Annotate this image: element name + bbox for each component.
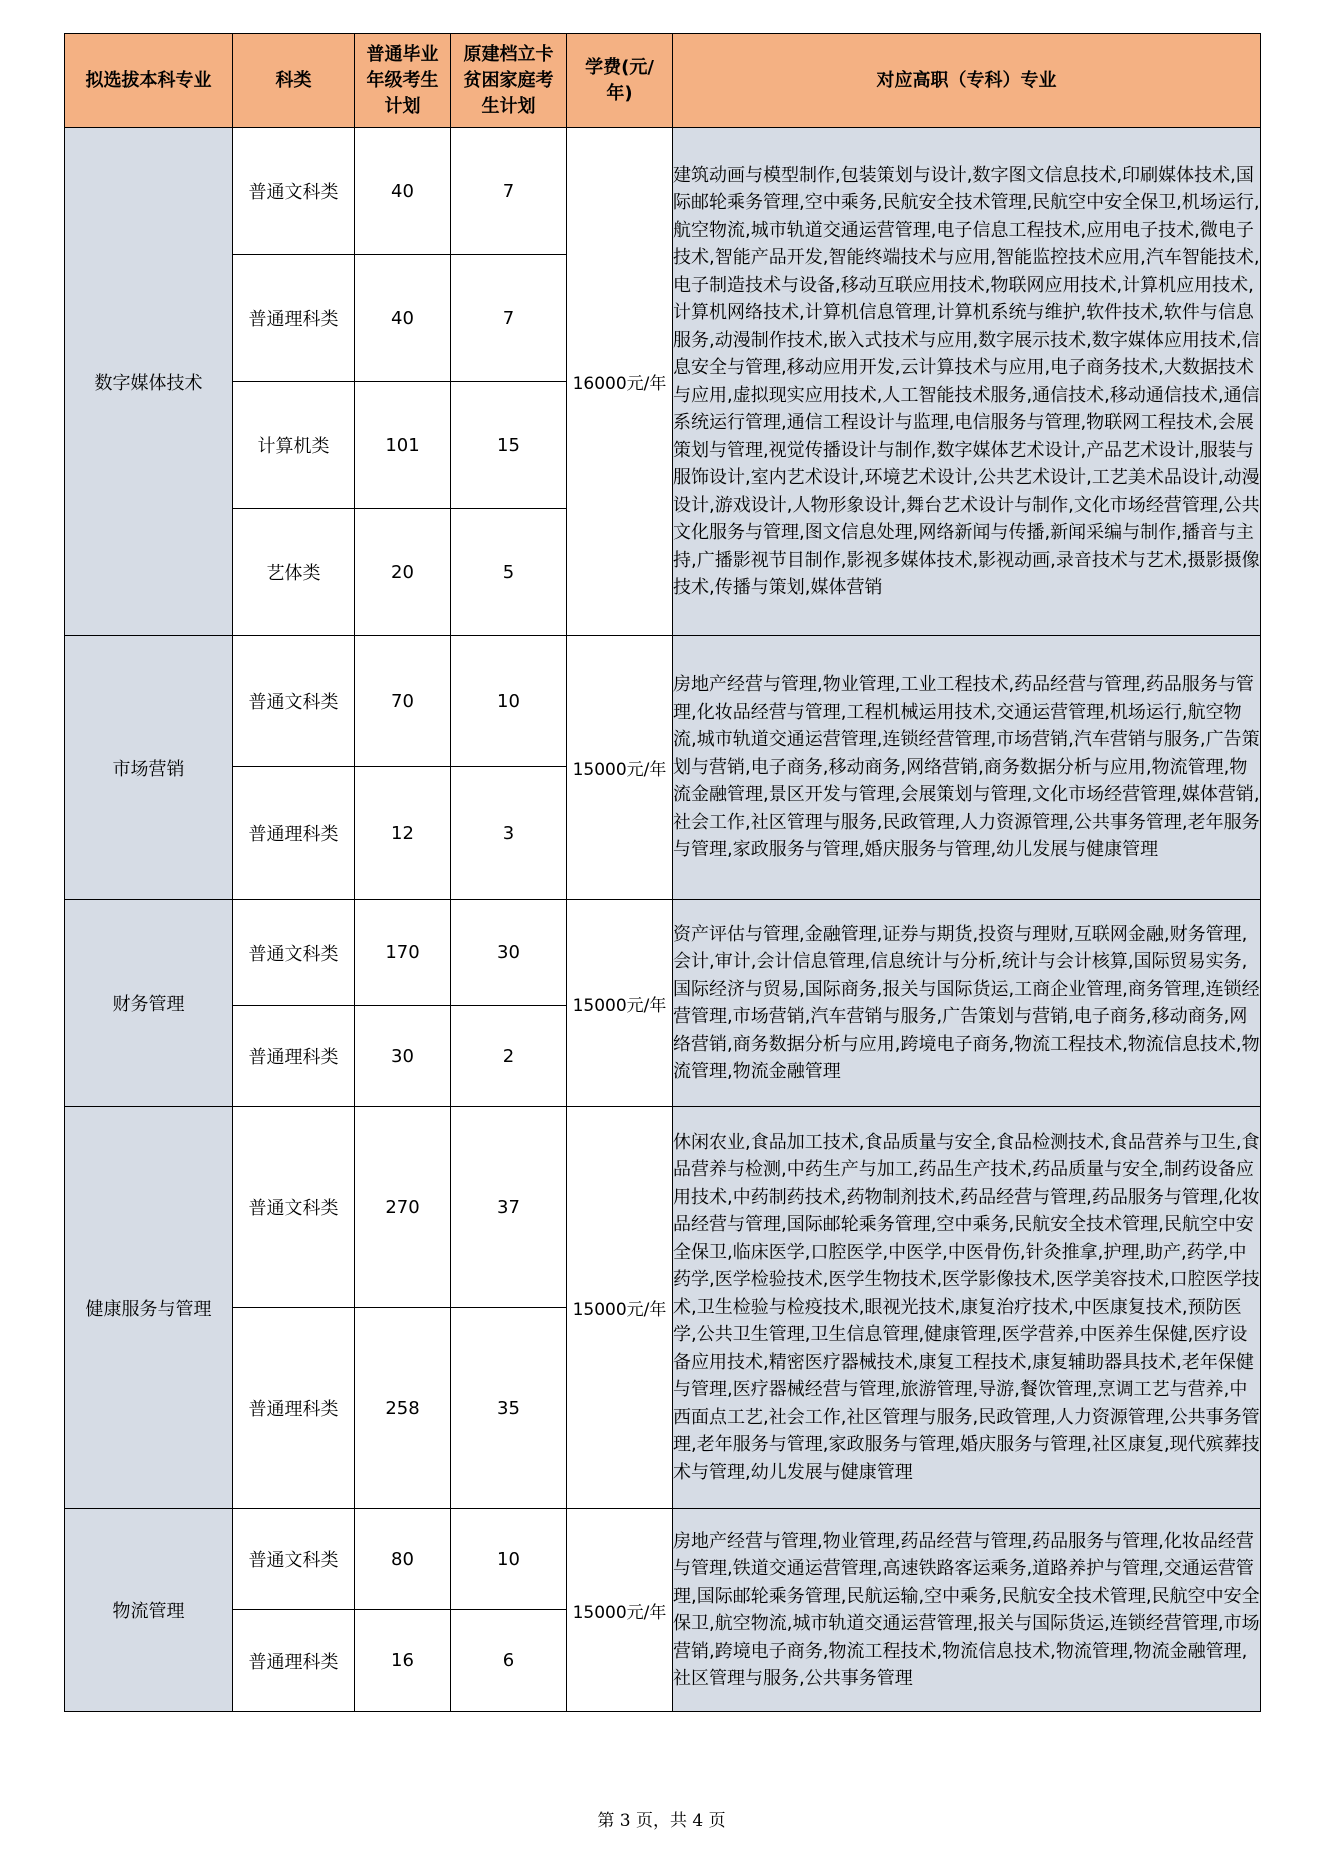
header-category: 科类: [233, 34, 355, 128]
major-name: 财务管理: [65, 900, 233, 1107]
fee-cell: 16000元/年: [567, 128, 673, 636]
general-plan-cell: 20: [355, 509, 451, 636]
fee-cell: 15000元/年: [567, 1509, 673, 1712]
table-row: [65, 1509, 1261, 1610]
poverty-plan-cell: 10: [451, 1509, 567, 1610]
header-general-plan: 普通毕业年级考生计划: [355, 34, 451, 128]
corresponding-majors: 房地产经营与管理,物业管理,工业工程技术,药品经营与管理,药品服务与管理,化妆品经营与管理,工程机械运用技术,交通运营管理,机场运行,航空物流,城市轨道交通运营管理,连锁经营管理,市场营销,汽车营销与服务,广告策划与营销,电子商务,移动商务,网络营销,商务数据分析与应用,物流管理,物流金融管理,景区开发与管理,会展策划与管理,文化市场经营管理,媒体营销,社会工作,社区管理与服务,民政管理,人力资源管理,公共事务管理,老年服务与管理,家政服务与管理,婚庆服务与管理,幼儿发展与健康管理: [673, 636, 1261, 900]
general-plan-cell: 80: [355, 1509, 451, 1610]
category-cell: 普通文科类: [233, 1107, 355, 1308]
header-fee: 学费(元/年): [567, 34, 673, 128]
general-plan-cell: 12: [355, 767, 451, 900]
category-cell: 普通文科类: [233, 636, 355, 767]
major-name: 市场营销: [65, 636, 233, 900]
major-name: 数字媒体技术: [65, 128, 233, 636]
category-cell: 普通理科类: [233, 1610, 355, 1712]
table-row: [65, 636, 1261, 767]
poverty-plan-cell: 7: [451, 255, 567, 382]
poverty-plan-cell: 5: [451, 509, 567, 636]
general-plan-cell: 16: [355, 1610, 451, 1712]
major-name: 健康服务与管理: [65, 1107, 233, 1509]
poverty-plan-cell: 2: [451, 1006, 567, 1107]
category-cell: 普通理科类: [233, 1308, 355, 1509]
corresponding-majors: 资产评估与管理,金融管理,证券与期货,投资与理财,互联网金融,财务管理,会计,审计,会计信息管理,信息统计与分析,统计与会计核算,国际贸易实务,国际经济与贸易,国际商务,报关与国际货运,工商企业管理,商务管理,连锁经营管理,市场营销,汽车营销与服务,广告策划与营销,电子商务,移动商务,网络营销,商务数据分析与应用,跨境电子商务,物流工程技术,物流信息技术,物流管理,物流金融管理: [673, 900, 1261, 1107]
major-name: 物流管理: [65, 1509, 233, 1712]
poverty-plan-cell: 6: [451, 1610, 567, 1712]
table-row: [65, 128, 1261, 255]
general-plan-cell: 258: [355, 1308, 451, 1509]
enrollment-plan-table: [64, 33, 1261, 1712]
general-plan-cell: 101: [355, 382, 451, 509]
corresponding-majors: 建筑动画与模型制作,包装策划与设计,数字图文信息技术,印刷媒体技术,国际邮轮乘务管理,空中乘务,民航安全技术管理,民航空中安全保卫,机场运行,航空物流,城市轨道交通运营管理,电子信息工程技术,应用电子技术,微电子技术,智能产品开发,智能终端技术与应用,智能监控技术应用,汽车智能技术,电子制造技术与设备,移动互联应用技术,物联网应用技术,计算机应用技术,计算机网络技术,计算机信息管理,计算机系统与维护,软件技术,软件与信息服务,动漫制作技术,嵌入式技术与应用,数字展示技术,数字媒体应用技术,信息安全与管理,移动应用开发,云计算技术与应用,电子商务技术,大数据技术与应用,虚拟现实应用技术,人工智能技术服务,通信技术,移动通信技术,通信系统运行管理,通信工程设计与监理,电信服务与管理,物联网工程技术,会展策划与管理,视觉传播设计与制作,数字媒体艺术设计,产品艺术设计,服装与服饰设计,室内艺术设计,环境艺术设计,公共艺术设计,工艺美术品设计,动漫设计,游戏设计,人物形象设计,舞台艺术设计与制作,文化市场经营管理,公共文化服务与管理,图文信息处理,网络新闻与传播,新闻采编与制作,播音与主持,广播影视节目制作,影视多媒体技术,影视动画,录音技术与艺术,摄影摄像技术,传播与策划,媒体营销: [673, 128, 1261, 636]
poverty-plan-cell: 3: [451, 767, 567, 900]
header-corresponding: 对应高职（专科）专业: [673, 34, 1261, 128]
category-cell: 普通文科类: [233, 1509, 355, 1610]
general-plan-cell: 30: [355, 1006, 451, 1107]
category-cell: 艺体类: [233, 509, 355, 636]
category-cell: 普通理科类: [233, 1006, 355, 1107]
header-poverty-plan: 原建档立卡贫困家庭考生计划: [451, 34, 567, 128]
poverty-plan-cell: 10: [451, 636, 567, 767]
general-plan-cell: 70: [355, 636, 451, 767]
poverty-plan-cell: 15: [451, 382, 567, 509]
category-cell: 计算机类: [233, 382, 355, 509]
table-row: [65, 900, 1261, 1006]
poverty-plan-cell: 35: [451, 1308, 567, 1509]
general-plan-cell: 270: [355, 1107, 451, 1308]
fee-cell: 15000元/年: [567, 900, 673, 1107]
poverty-plan-cell: 7: [451, 128, 567, 255]
table-header-row: [65, 34, 1261, 128]
category-cell: 普通理科类: [233, 255, 355, 382]
header-major: 拟选拔本科专业: [65, 34, 233, 128]
fee-cell: 15000元/年: [567, 1107, 673, 1509]
poverty-plan-cell: 37: [451, 1107, 567, 1308]
category-cell: 普通文科类: [233, 128, 355, 255]
category-cell: 普通文科类: [233, 900, 355, 1006]
general-plan-cell: 40: [355, 255, 451, 382]
corresponding-majors: 休闲农业,食品加工技术,食品质量与安全,食品检测技术,食品营养与卫生,食品营养与检测,中药生产与加工,药品生产技术,药品质量与安全,制药设备应用技术,中药制药技术,药物制剂技术,药品经营与管理,药品服务与管理,化妆品经营与管理,国际邮轮乘务管理,空中乘务,民航安全技术管理,民航空中安全保卫,临床医学,口腔医学,中医学,中医骨伤,针灸推拿,护理,助产,药学,中药学,医学检验技术,医学生物技术,医学影像技术,医学美容技术,口腔医学技术,卫生检验与检疫技术,眼视光技术,康复治疗技术,中医康复技术,预防医学,公共卫生管理,卫生信息管理,健康管理,医学营养,中医养生保健,医疗设备应用技术,精密医疗器械技术,康复工程技术,康复辅助器具技术,老年保健与管理,医疗器械经营与管理,旅游管理,导游,餐饮管理,烹调工艺与营养,中西面点工艺,社会工作,社区管理与服务,民政管理,人力资源管理,公共事务管理,老年服务与管理,家政服务与管理,婚庆服务与管理,社区康复,现代殡葬技术与管理,幼儿发展与健康管理: [673, 1107, 1261, 1509]
page-footer: 第 3 页，共 4 页: [597, 1811, 726, 1831]
fee-cell: 15000元/年: [567, 636, 673, 900]
general-plan-cell: 170: [355, 900, 451, 1006]
category-cell: 普通理科类: [233, 767, 355, 900]
corresponding-majors: 房地产经营与管理,物业管理,药品经营与管理,药品服务与管理,化妆品经营与管理,铁道交通运营管理,高速铁路客运乘务,道路养护与管理,交通运营管理,国际邮轮乘务管理,民航运输,空中乘务,民航安全技术管理,民航空中安全保卫,航空物流,城市轨道交通运营管理,报关与国际货运,连锁经营管理,市场营销,跨境电子商务,物流工程技术,物流信息技术,物流管理,物流金融管理,社区管理与服务,公共事务管理: [673, 1509, 1261, 1712]
general-plan-cell: 40: [355, 128, 451, 255]
table-row: [65, 1107, 1261, 1308]
poverty-plan-cell: 30: [451, 900, 567, 1006]
